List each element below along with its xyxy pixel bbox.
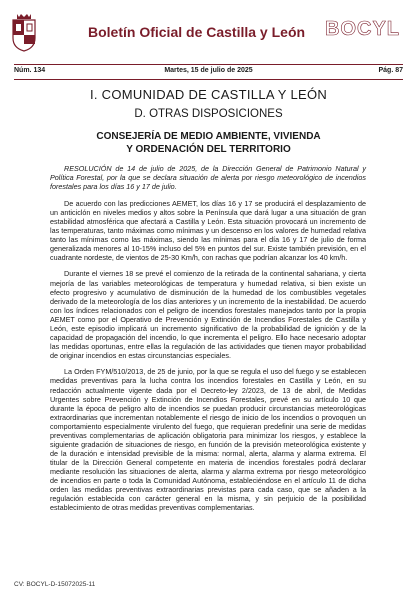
issue-number: Núm. 134 <box>14 67 46 74</box>
coat-of-arms-icon <box>10 12 38 52</box>
body-paragraph-1: De acuerdo con las predicciones AEMET, los días 16 y 17 se producirá el desplazamiento de un anticiclón en niveles medios y altos sobre la Península que dará lugar a una situación de gran estabilidad atmosférica que afectará a Castilla y León. Esta situación provocará un incremento de las temperaturas, tanto máximas como mínimas y un descenso en los valores de humedad relativa tanto las mínimas como las máximas, siendo las mínimas para el día 16 y 17 de julio de forma generalizada menores al 10-15% incluso del 5% en puntos del sur. Existe también previsión, en el cuadrante nordeste, de vientos de 25-30 Km/h, con rachas que podrían alcanzar los 40 km/h. <box>50 198 366 262</box>
cv-code: CV: BOCYL-D-15072025-11 <box>14 581 96 588</box>
body-paragraph-2: Durante el viernes 18 se prevé el comienzo de la retirada de la continental sahariana, y cierta mejoría de las variables meteorológicas de temperatura y humedad relativa, si bien existe un efecto progresivo y acumulativo de disminución de la humedad de los combustibles vegetales derivado de la meteorología de los días anteriores y un incremento de la inestabilidad. De acuerdo con los índices relacionados con el peligro de incendios forestales manejados tanto por la propia AEMET como por el Operativo de Prevención y Extinción de Incendios Forestales de Castilla y León, este episodio implicará un incremento significativo de la probabilidad de ignición y de la capacidad de propagación del incendio, lo que incrementa el peligro. Ello hace necesario adoptar las medidas oportunas, entre ellas la regulación de las actividades que tienen mayor probabilidad de originar incendios en estas circunstancias especiales. <box>50 269 366 360</box>
page-header <box>0 0 417 66</box>
issue-date: Martes, 15 de julio de 2025 <box>164 67 253 74</box>
department-heading <box>30 130 387 156</box>
department-line-1: CONSEJERÍA DE MEDIO AMBIENTE, VIVIENDA <box>96 131 321 142</box>
body-paragraph-3: La Orden FYM/510/2013, de 25 de junio, por la que se regula el uso del fuego y se establecen medidas preventivas para la lucha contra los incendios forestales en Castilla y León, en su redacción actualmente vigente dada por el Decreto-ley 2/2023, de 13 de abril, de Medidas Urgentes sobre Prevención y Extinción de Incendios Forestales, prevé en su artículo 10 que durante la época de peligro alto de incendios se puedan producir circunstancias meteorológicas extraordinarias que incrementan notablemente el riesgo de inicio de los incendios o provoquen un comportamiento especialmente virulento del fuego, que requieran predefinir una serie de medidas preventivas complementarias de aplicación obligatoria para minimizar los riesgos, y establece la siguiente gradación de situaciones de riesgo, en función de la previsión meteorológica existente y de la duración e intensidad previsible de la misma: normal, alerta, alarma y alarma extrema. El titular de la Dirección General competente en materia de incendios forestales podrá declarar mediante resolución las situaciones de alerta, alarma y alarma extrema por riesgo meteorológico de incendios en parte o toda la Comunidad Autónoma, estableciéndose en el artículo 11 de dicha orden las medidas preventivas extraordinarias previstas para cada caso, que se añaden a la regulación establecida con carácter general en la misma, y sin perjuicio de la posibilidad establecimiento de otras medidas preventivas complementarias. <box>50 367 366 513</box>
page-number: Pág. 87 <box>378 67 403 74</box>
resolution-paragraph: RESOLUCIÓN de 14 de julio de 2025, de la Dirección General de Patrimonio Natural y Política Forestal, por la que se declara situación de alerta por riesgo meteorológico de incendios forestales para los días 16 y 17 de julio. <box>50 164 366 192</box>
bulletin-title: Boletín Oficial de Castilla y León <box>88 24 306 40</box>
document-body <box>50 164 366 520</box>
bocyl-logo: BOCYL <box>325 18 400 40</box>
issue-meta-bar <box>14 64 403 80</box>
subsection-heading: D. OTRAS DISPOSICIONES <box>134 108 283 120</box>
department-line-2: Y ORDENACIÓN DEL TERRITORIO <box>126 144 291 155</box>
section-heading: I. COMUNIDAD DE CASTILLA Y LEÓN <box>89 87 328 102</box>
